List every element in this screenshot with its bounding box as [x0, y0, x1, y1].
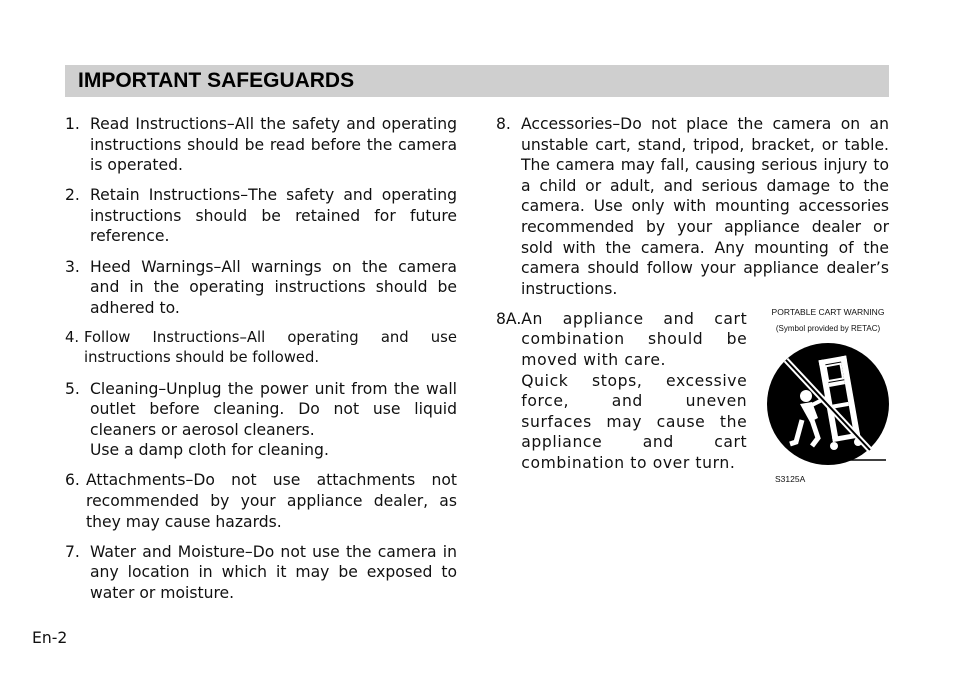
heading-bar — [65, 65, 889, 97]
item-number: 7. — [65, 542, 80, 561]
list-item — [65, 114, 457, 176]
item-text: Follow Instructions–All operating and use instructions should be followed. — [84, 328, 457, 367]
list-item — [65, 542, 457, 604]
list-item — [65, 379, 457, 461]
item-number: 8. — [496, 115, 511, 133]
cart-warning-figure — [762, 306, 894, 491]
page-title: IMPORTANT SAFEGUARDS — [78, 69, 355, 92]
item-text: Heed Warnings–All warnings on the camera and in the operating instructions should be adhered to. — [90, 257, 457, 317]
item-text: Accessories–Do not place the camera on an unstable cart, stand, tripod, bracket, or table. The camera may fall, causing serious injury to a child or adult, and serious damage to the camera. Use only with mounting accessories recommended by your appliance dealer or sold with the camera. Any mounting of the camera should follow your appliance dealer’s instructions. — [521, 115, 889, 298]
list-item — [65, 470, 457, 532]
item-text: Water and Moisture–Do not use the camera in any location in which it may be exposed to water or moisture. — [90, 542, 457, 602]
list-item — [496, 114, 889, 299]
item-text-line: Cleaning–Unplug the power unit from the wall outlet before cleaning. Do not use liquid cleaners or aerosol cleaners. — [90, 379, 457, 439]
item-text — [521, 309, 747, 474]
figure-label: PORTABLE CART WARNING — [771, 307, 885, 317]
item-text: Retain Instructions–The safety and operating instructions should be retained for future reference. — [90, 186, 457, 246]
portable-cart-warning-icon — [766, 342, 890, 470]
item-number: 1. — [65, 115, 80, 133]
item-number: 6. — [65, 471, 80, 490]
figure-sublabel: (Symbol provided by RETAC) — [775, 324, 881, 333]
item-number: 8A. — [496, 309, 522, 328]
page-number: En-2 — [32, 629, 68, 647]
item-text-line: Quick stops, excessive force, and uneven surfaces may cause the appliance and cart combination to over turn. — [521, 371, 748, 472]
list-item — [65, 328, 457, 369]
left-column — [65, 114, 457, 613]
figure-code: S3125A — [775, 474, 806, 484]
item-text — [90, 379, 457, 461]
item-text-line: An appliance and cart combination should be moved with care. — [521, 309, 748, 370]
item-number: 4. — [65, 328, 80, 346]
item-number: 3. — [65, 257, 80, 276]
item-number: 2. — [65, 186, 80, 205]
item-text-line: Use a damp cloth for cleaning. — [90, 441, 329, 460]
item-number: 5. — [65, 379, 80, 398]
list-item — [65, 185, 457, 247]
item-text: Read Instructions–All the safety and operating instructions should be read before the camera is operated. — [90, 115, 457, 175]
list-item — [65, 257, 457, 319]
item-text: Attachments–Do not use attachments not recommended by your appliance dealer, as they may cause hazards. — [86, 471, 457, 531]
